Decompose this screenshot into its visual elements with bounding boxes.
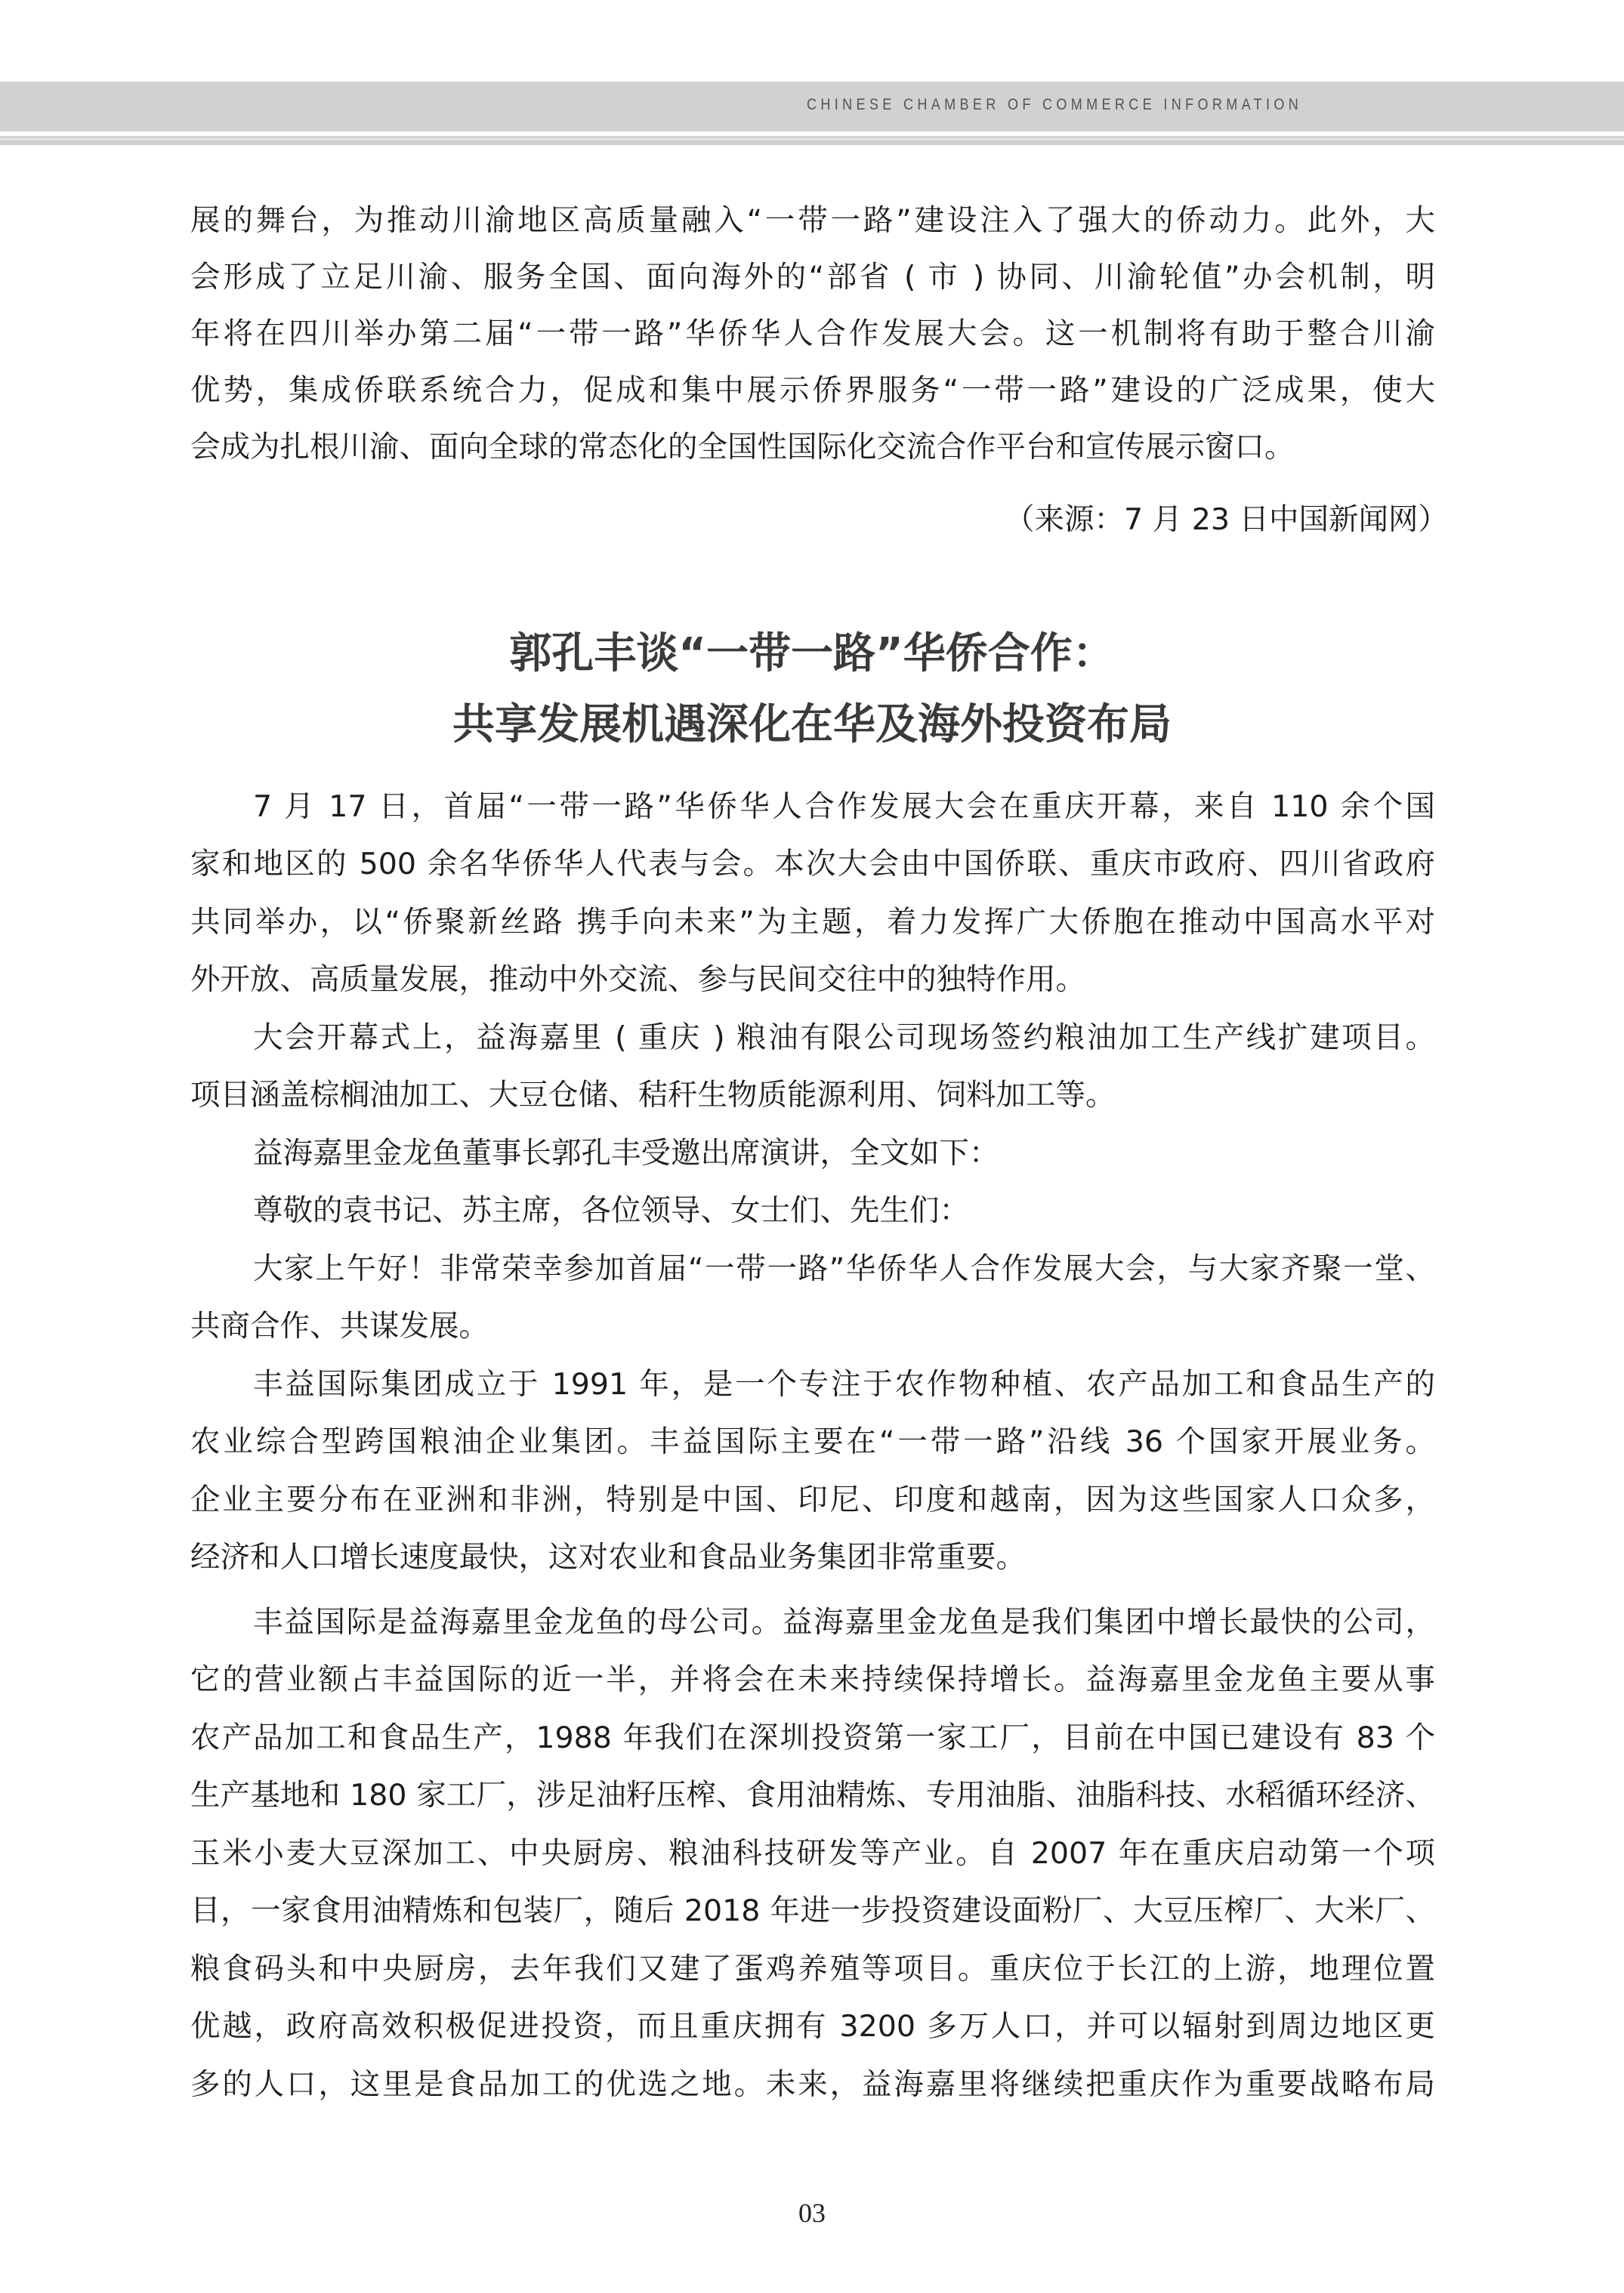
text-line: 它的营业额占丰益国际的近一半，并将会在未来持续保持增长。益海嘉里金龙鱼主要从事 <box>190 1662 1435 1697</box>
text-line: 农产品加工和食品生产，1988 年我们在深圳投资第一家工厂，目前在中国已建设有 83 个 <box>190 1721 1435 1755</box>
text-line: 会成为扎根川渝、面向全球的常态化的全国性国际化交流合作平台和宣传展示窗口。 <box>190 430 1295 464</box>
source-citation: （来源：7 月 23 日中国新闻网） <box>1005 502 1449 537</box>
text-line: 共同举办，以“侨聚新丝路 携手向未来”为主题，着力发挥广大侨胞在推动中国高水平对 <box>190 905 1435 940</box>
text-line: 粮食码头和中央厨房，去年我们又建了蛋鸡养殖等项目。重庆位于长江的上游，地理位置 <box>190 1952 1435 1986</box>
text-line: 年将在四川举办第二届“一带一路”华侨华人合作发展大会。这一机制将有助于整合川渝 <box>190 316 1435 351</box>
text-line: 会形成了立足川渝、服务全国、面向海外的“部省 ( 市 ) 协同、川渝轮值”办会机制，明 <box>190 260 1435 295</box>
publication-name: CHINESE CHAMBER OF COMMERCE INFORMATION <box>807 96 1303 113</box>
text-line: 外开放、高质量发展，推动中外交流、参与民间交往中的独特作用。 <box>190 962 1085 997</box>
text-line: 展的舞台，为推动川渝地区高质量融入“一带一路”建设注入了强大的侨动力。此外，大 <box>190 203 1435 238</box>
article-title-line-2: 共享发展机遇深化在华及海外投资布局 <box>452 700 1172 749</box>
article-title-line-1: 郭孔丰谈“一带一路”华侨合作： <box>509 629 1115 678</box>
text-line: 家和地区的 500 余名华侨华人代表与会。本次大会由中国侨联、重庆市政府、四川省政府 <box>190 847 1435 881</box>
text-line: 目，一家食用油精炼和包装厂，随后 2018 年进一步投资建设面粉厂、大豆压榨厂、大米厂、 <box>190 1893 1435 1928</box>
text-line: 优势，集成侨联系统合力，促成和集中展示侨界服务“一带一路”建设的广泛成果，使大 <box>190 373 1435 408</box>
text-line: 多的人口，这里是食品加工的优选之地。未来，益海嘉里将继续把重庆作为重要战略布局 <box>190 2067 1435 2102</box>
text-line: 项目涵盖棕榈油加工、大豆仓储、秸秆生物质能源利用、饲料加工等。 <box>190 1078 1116 1113</box>
text-line: 7 月 17 日，首届“一带一路”华侨华人合作发展大会在重庆开幕，来自 110 余个国 <box>253 789 1435 824</box>
text-line: 经济和人口增长速度最快，这对农业和食品业务集团非常重要。 <box>190 1540 1026 1575</box>
text-line: 大会开幕式上，益海嘉里 ( 重庆 ) 粮油有限公司现场签约粮油加工生产线扩建项目。 <box>253 1020 1435 1055</box>
text-line: 益海嘉里金龙鱼董事长郭孔丰受邀出席演讲，全文如下： <box>253 1136 999 1171</box>
text-line: 农业综合型跨国粮油企业集团。丰益国际主要在“一带一路”沿线 36 个国家开展业务。 <box>190 1424 1435 1459</box>
text-line: 生产基地和 180 家工厂，涉足油籽压榨、食用油精炼、专用油脂、油脂科技、水稻循环经济、 <box>190 1778 1435 1813</box>
text-line: 丰益国际是益海嘉里金龙鱼的母公司。益海嘉里金龙鱼是我们集团中增长最快的公司， <box>253 1605 1435 1640</box>
header-divider <box>0 136 1624 145</box>
page-number: 03 <box>798 2198 826 2228</box>
text-line: 大家上午好！非常荣幸参加首届“一带一路”华侨华人合作发展大会，与大家齐聚一堂、 <box>253 1251 1435 1286</box>
text-line: 丰益国际集团成立于 1991 年，是一个专注于农作物种植、农产品加工和食品生产的 <box>253 1367 1435 1402</box>
text-line: 尊敬的袁书记、苏主席，各位领导、女士们、先生们： <box>253 1193 969 1228</box>
text-line: 企业主要分布在亚洲和非洲，特别是中国、印尼、印度和越南，因为这些国家人口众多， <box>190 1483 1435 1517</box>
text-line: 共商合作、共谋发展。 <box>190 1309 489 1344</box>
text-line: 玉米小麦大豆深加工、中央厨房、粮油科技研发等产业。自 2007 年在重庆启动第一个项 <box>190 1836 1435 1871</box>
text-line: 优越，政府高效积极促进投资，而且重庆拥有 3200 多万人口，并可以辐射到周边地区更 <box>190 2009 1435 2044</box>
